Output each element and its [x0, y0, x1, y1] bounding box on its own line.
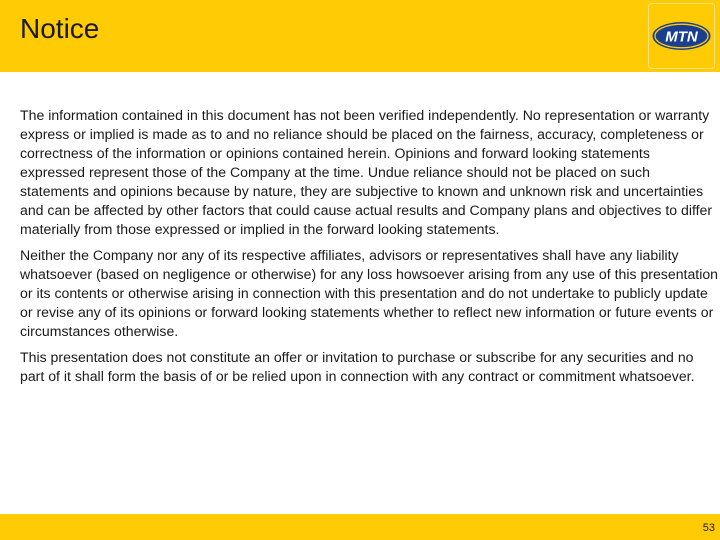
mtn-logo	[648, 3, 715, 69]
header-bar	[0, 0, 720, 72]
notice-paragraph-1: The information contained in this document has not been verified independently. No representation or warranty express or implied is made as to and no reliance should be placed on the fairness, accuracy, completeness or correctness of the information or opinions contained herein. Opinions and forward looking statements expressed represent those of the Company at the time. Undue reliance should not be placed on such statements and opinions because by nature, they are subjective to known and unknown risk and uncertainties and can be affected by other factors that could cause actual results and Company plans and objectives to differ materially from those expressed or implied in the forward looking statements.	[20, 107, 713, 237]
page-number: 53	[702, 522, 715, 534]
footer-bar	[0, 514, 720, 540]
notice-paragraph-2: Neither the Company nor any of its respective affiliates, advisors or representatives shall have any liability whatsoever (based on negligence or otherwise) for any loss howsoever arising from any use of this presentation or its contents or otherwise arising in connection with this presentation and do not undertake to publicly update or revise any of its opinions or forward looking statements whether to reflect new information or future events or circumstances otherwise.	[20, 247, 719, 339]
notice-paragraph-3: This presentation does not constitute an offer or invitation to purchase or subscribe for any securities and no part of it shall form the basis of or be relied upon in connection with any contract or commitment whatsoever.	[20, 349, 695, 384]
notice-body	[20, 106, 718, 393]
page-title: Notice	[20, 13, 100, 44]
svg-text:MTN: MTN	[665, 28, 698, 46]
